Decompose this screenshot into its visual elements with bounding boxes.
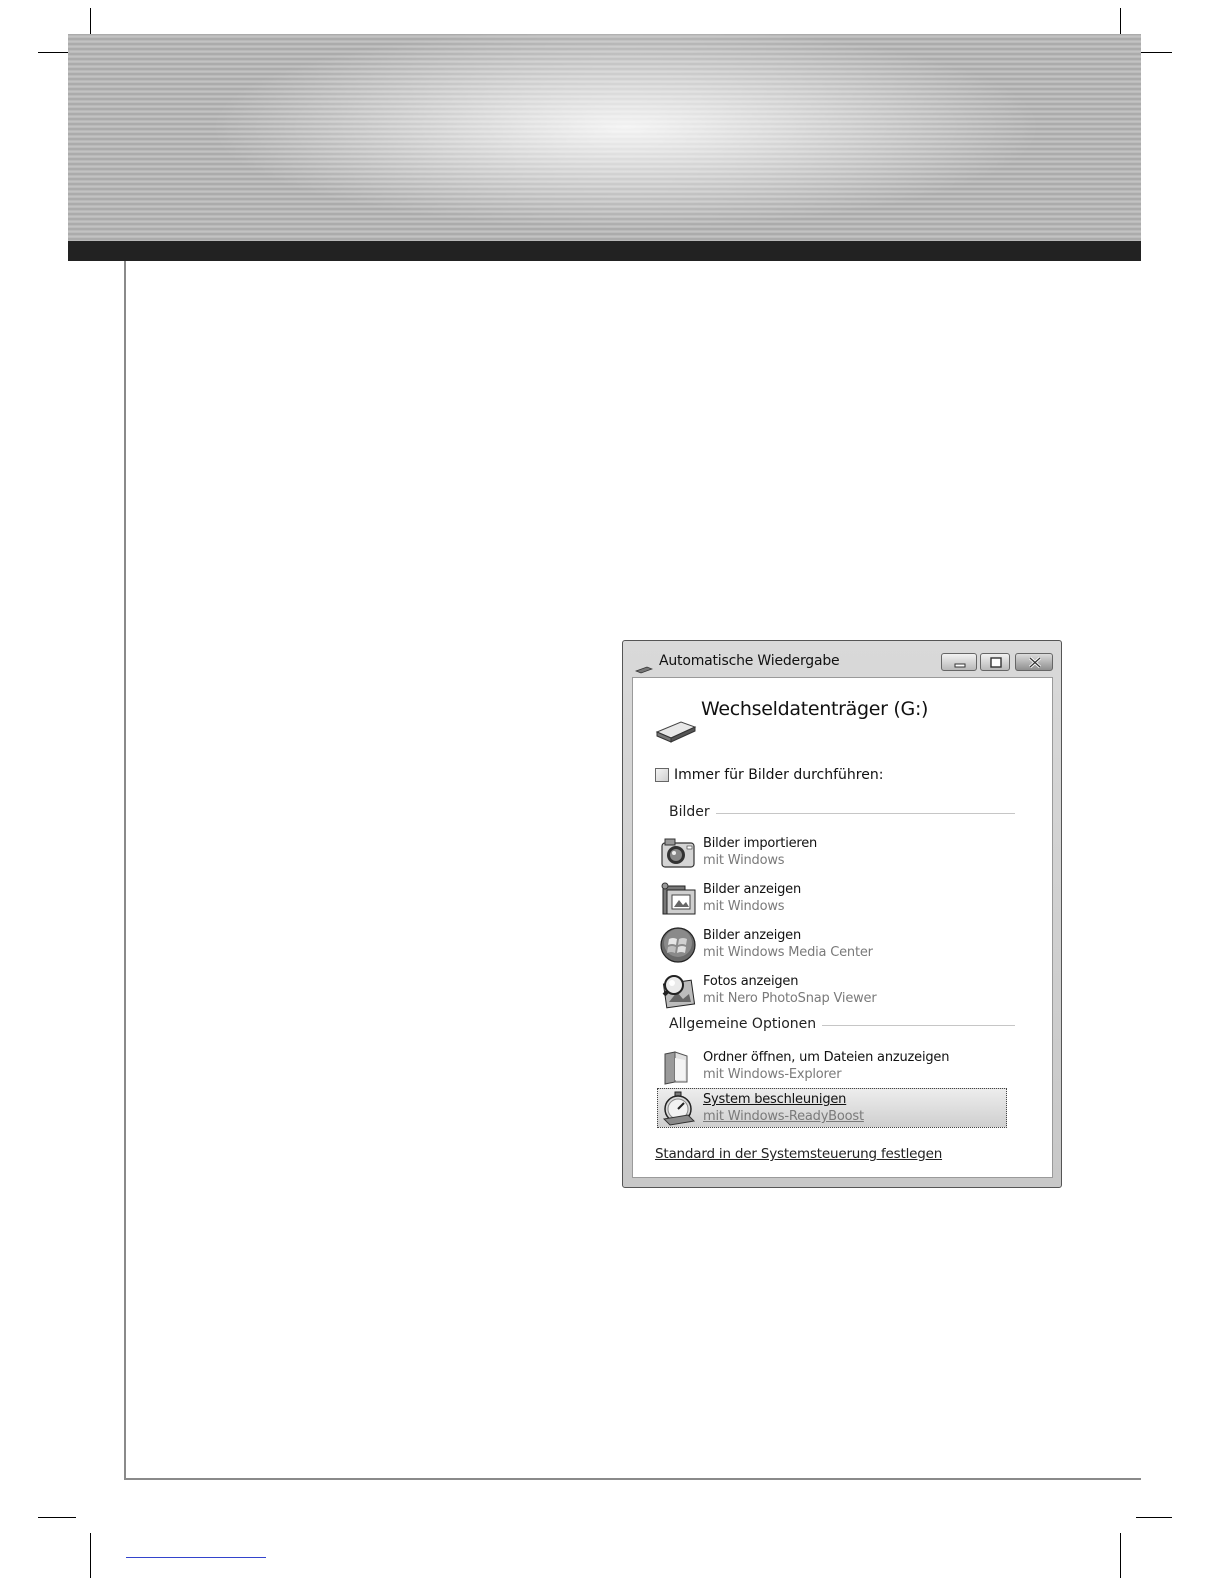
autoplay-option-nero-photosnap[interactable] (657, 970, 1009, 1012)
option-subtitle: mit Windows (703, 853, 785, 868)
option-title: Ordner öffnen, um Dateien anzuzeigen (703, 1050, 950, 1065)
option-subtitle: mit Windows-ReadyBoost (703, 1109, 864, 1124)
autoplay-option-view-pictures[interactable] (657, 878, 1009, 920)
picture-frame-icon (659, 880, 697, 918)
close-icon (1016, 654, 1054, 672)
option-title: Bilder importieren (703, 836, 818, 851)
windows-logo-icon (659, 926, 697, 964)
section-label: Bilder (669, 804, 716, 820)
option-title: Fotos anzeigen (703, 974, 799, 989)
section-header-general (669, 1016, 1019, 1036)
bottom-rule (124, 1478, 1141, 1480)
folder-icon (659, 1048, 697, 1086)
maximize-button[interactable] (980, 653, 1010, 671)
crop-mark (38, 1517, 76, 1518)
autoplay-option-open-folder[interactable] (657, 1046, 1009, 1088)
option-title: System beschleunigen (703, 1092, 847, 1107)
maximize-icon (981, 654, 1011, 672)
crop-mark (1136, 52, 1172, 53)
left-margin-rule (124, 261, 126, 1480)
section-divider (819, 1025, 1015, 1026)
always-do-checkbox[interactable] (655, 768, 669, 782)
crop-mark (1120, 1533, 1121, 1578)
section-divider (709, 813, 1015, 814)
option-subtitle: mit Windows-Explorer (703, 1067, 842, 1082)
option-subtitle: mit Windows (703, 899, 785, 914)
option-subtitle: mit Windows Media Center (703, 945, 873, 960)
footer-link-underline (126, 1557, 266, 1558)
drive-small-icon (635, 659, 653, 667)
autoplay-option-readyboost[interactable] (657, 1088, 1007, 1128)
window-title: Automatische Wiedergabe (659, 653, 840, 669)
minimize-icon (942, 654, 978, 672)
autoplay-option-import-pictures[interactable] (657, 832, 1009, 874)
crop-mark (1136, 1517, 1172, 1518)
dialog-content (632, 677, 1053, 1178)
set-defaults-link[interactable]: Standard in der Systemsteuerung festlegen (655, 1146, 943, 1162)
title-bar[interactable] (623, 641, 1061, 677)
header-bar (68, 241, 1141, 261)
section-header-pictures (669, 804, 1019, 824)
section-label: Allgemeine Optionen (669, 1016, 822, 1032)
always-do-label: Immer für Bilder durchführen: (674, 767, 884, 783)
camera-icon (659, 834, 697, 872)
autoplay-option-media-center[interactable] (657, 924, 1009, 966)
option-title: Bilder anzeigen (703, 928, 801, 943)
device-name: Wechseldatenträger (G:) (701, 698, 929, 720)
minimize-button[interactable] (941, 653, 977, 671)
option-subtitle: mit Nero PhotoSnap Viewer (703, 991, 877, 1006)
removable-drive-icon (655, 718, 697, 744)
option-title: Bilder anzeigen (703, 882, 801, 897)
close-button[interactable] (1015, 653, 1053, 671)
autoplay-dialog (622, 640, 1062, 1188)
crop-mark (90, 1533, 91, 1578)
magnifier-photo-icon (659, 972, 697, 1010)
stopwatch-icon (660, 1091, 698, 1129)
brushed-metal-header (68, 34, 1141, 241)
